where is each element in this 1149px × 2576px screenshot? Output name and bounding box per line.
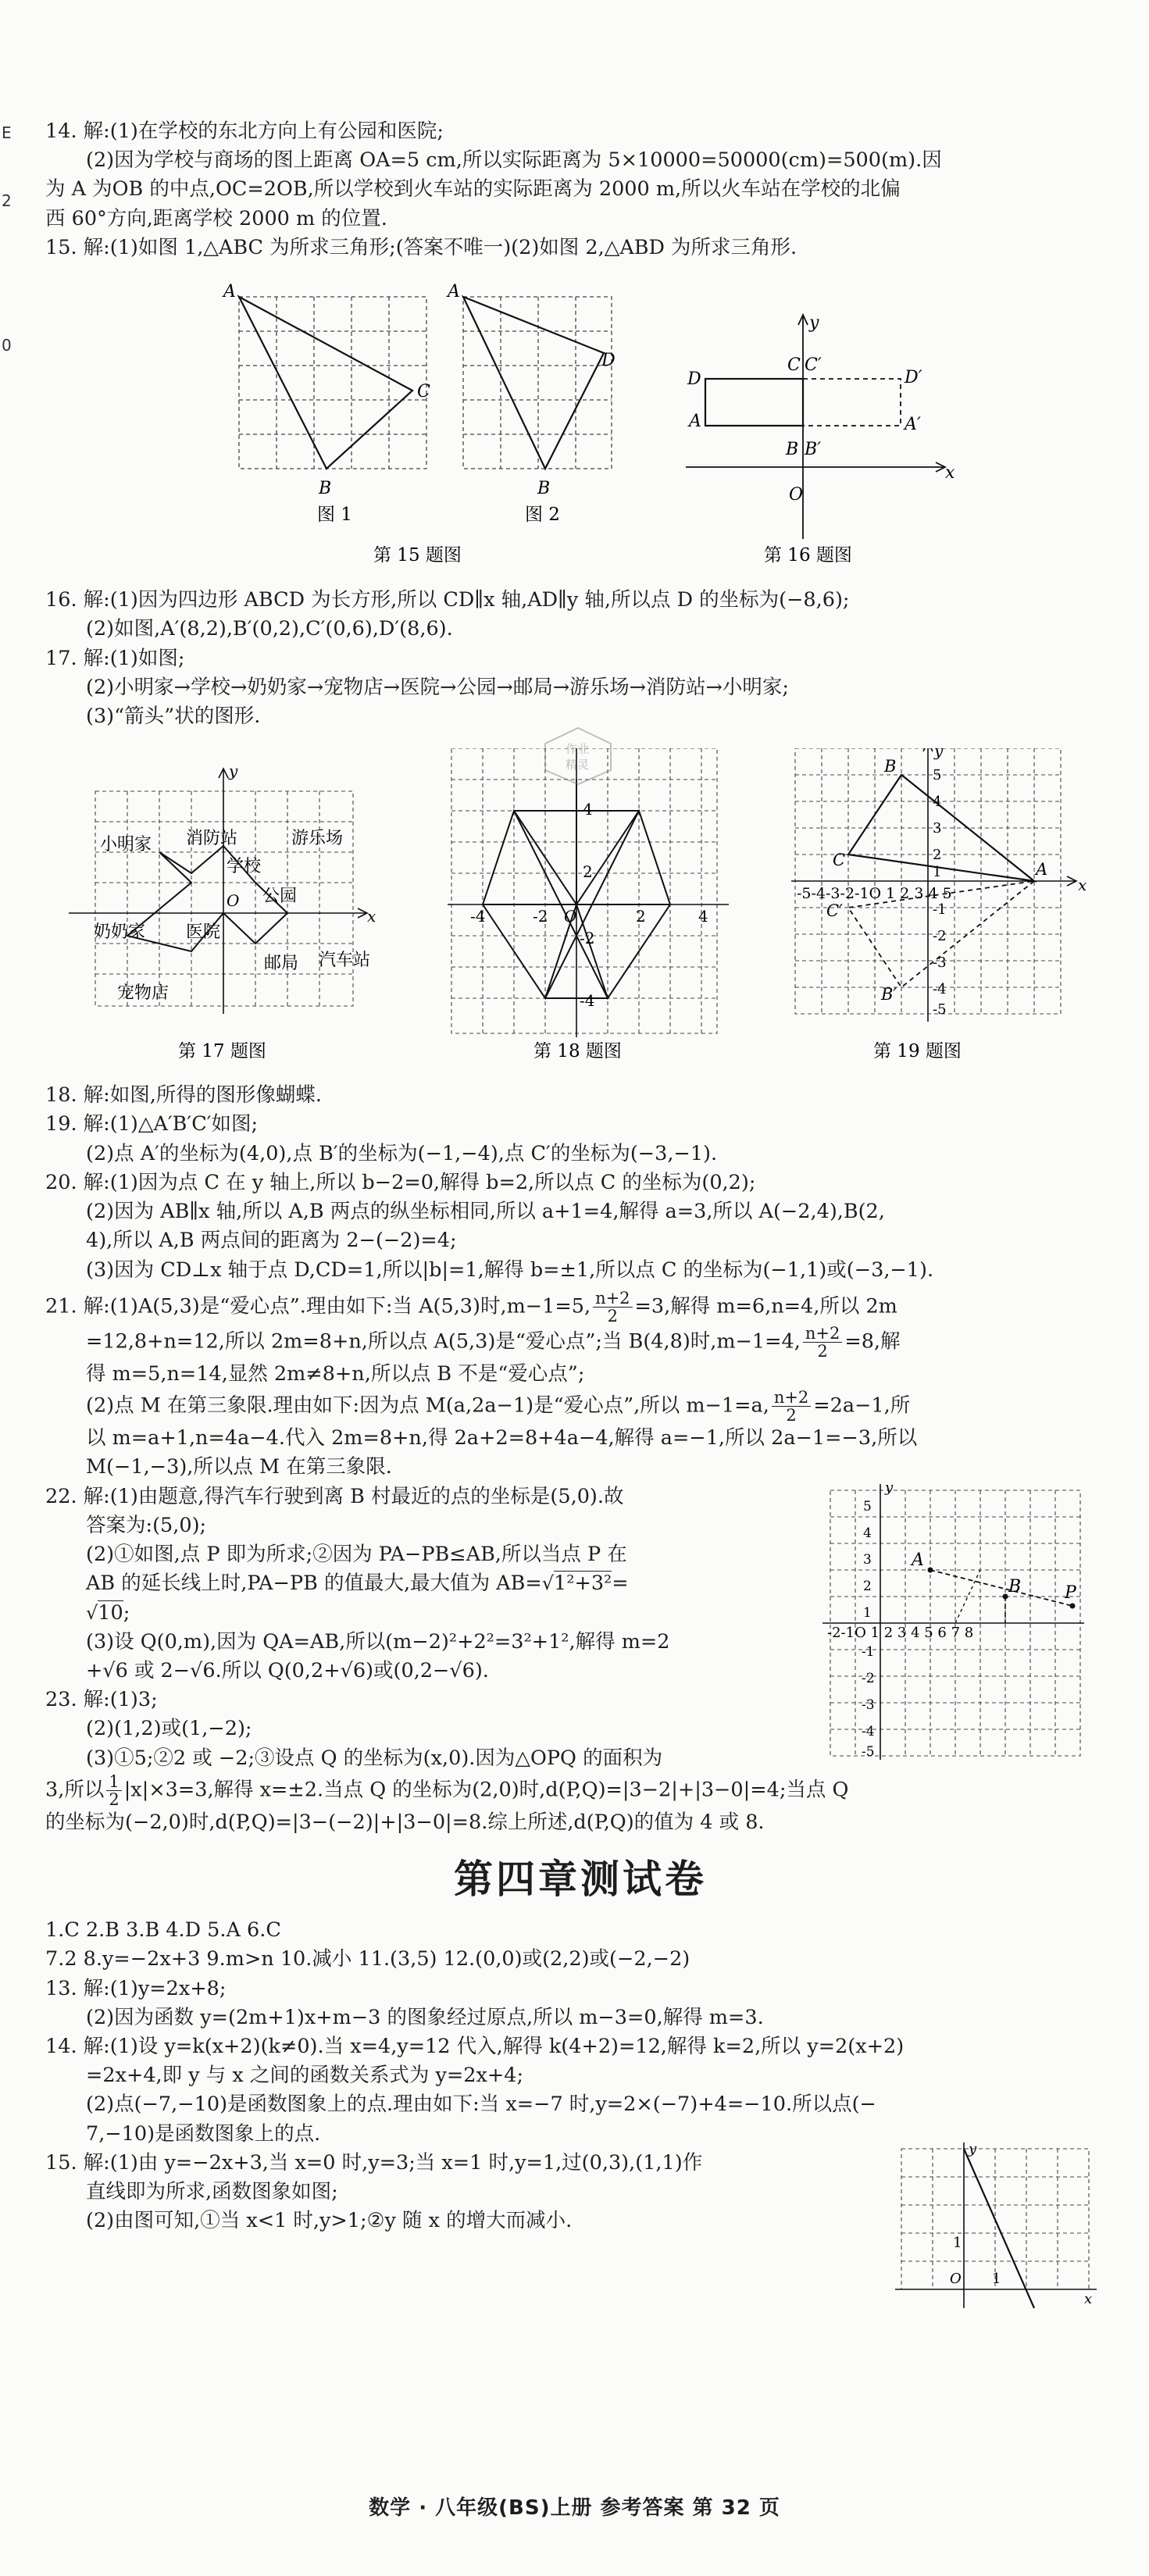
fig18-xm4: -4: [470, 907, 486, 926]
frac-num: n+2: [593, 1290, 632, 1308]
fig15-point-b2: B: [537, 479, 551, 499]
q18-line: 18. 解:如图,所得的图形像蝴蝶.: [45, 1083, 322, 1108]
q15b-line: (2)由图可知,①当 x<1 时,y>1;②y 随 x 的增大而减小.: [86, 2209, 573, 2233]
q17-line: (2)小明家→学校→奶奶家→宠物店→医院→公园→邮局→游乐场→消防站→小明家;: [86, 675, 790, 699]
fig22-yt: -2: [862, 1670, 875, 1686]
fig22-graph: [807, 1482, 1088, 1764]
fig19-yt: 5: [933, 767, 942, 784]
fig18-tm2: -2: [580, 929, 595, 948]
fig16-ap: A′: [905, 415, 921, 435]
fig18-t2: 2: [583, 862, 593, 882]
fig18-t4: 4: [583, 800, 593, 819]
q21-text: (2)点 M 在第三象限.理由如下:因为点 M(a,2a−1)是“爱心点”,所以 m−1=a,: [86, 1393, 769, 1418]
q20-line: (2)因为 AB∥x 轴,所以 A,B 两点的纵坐标相同,所以 a+1=4,解得 a=3,所以 A(−2,4),B(2,: [86, 1200, 885, 1224]
fig17-yiyuan: 医院: [186, 922, 221, 943]
fig22-point-p-dot: [1070, 1603, 1076, 1608]
fig15b-y: y: [969, 2142, 977, 2157]
q22-line: [45, 1569, 787, 1598]
fig16-rect-abcd: [705, 379, 803, 426]
fig22-yt: -1: [862, 1643, 875, 1660]
q22-text-col: [45, 1482, 787, 1773]
fig19-cp: C′: [826, 901, 843, 921]
q15-line: 15. 解:(1)如图 1,△ABC 为所求三角形;(答案不唯一)(2)如图 2,△ABD 为所求三角形.: [45, 235, 798, 259]
fraction: [772, 1389, 811, 1424]
fig18-origin: O: [564, 907, 577, 926]
fig15-point-d: D: [601, 351, 616, 371]
fig15-label2: 图 2: [525, 505, 560, 526]
frac-den: 2: [786, 1406, 797, 1425]
q14b-line: =2x+4,即 y 与 x 之间的函数关系式为 y=2x+4;: [86, 2064, 524, 2088]
fig22-a: A: [912, 1550, 924, 1570]
q20-line: (3)因为 CD⊥x 轴于点 D,CD=1,所以|b|=1,解得 b=±1,所以点 C 的坐标为(−1,1)或(−3,−1).: [86, 1258, 934, 1282]
watermark-text: 精灵: [566, 758, 590, 772]
q20-line: 20. 解:(1)因为点 C 在 y 轴上,所以 b−2=0,解得 b=2,所以点 C 的坐标为(0,2);: [45, 1170, 756, 1194]
fig22-xticks: -2-1O 1 2 3 4 5 6 7 8: [827, 1624, 974, 1641]
fig19-c: C: [833, 851, 846, 870]
fig22-yt: 4: [863, 1525, 872, 1541]
q21-line: [45, 1325, 1115, 1360]
fig17-nainai: 奶奶家: [94, 922, 146, 943]
fig19-caption: 第 19 题图: [873, 1041, 962, 1062]
fig22-line-ap: [930, 1570, 1072, 1606]
q22-line: +√6 或 2−√6.所以 Q(0,2+√6)或(0,2−√6).: [86, 1658, 489, 1682]
q22-line: (2)①如图,点 P 即为所求;②因为 PA−PB≤AB,所以当点 P 在: [86, 1543, 627, 1567]
watermark-text: 作业: [566, 742, 590, 757]
fig18-xm2: -2: [533, 907, 548, 926]
q22-line: (3)设 Q(0,m),因为 QA=AB,所以(m−2)²+2²=3²+1²,解得 m=2: [86, 1629, 670, 1654]
q22-line: 答案为:(5,0);: [86, 1513, 207, 1537]
fig22-point-a-dot: [928, 1567, 933, 1572]
fig19-yt: -4: [933, 981, 947, 998]
fig16-caption: 第 16 题图: [764, 545, 852, 566]
fig19-y: y: [934, 748, 944, 761]
fig16-x-label: x: [945, 463, 955, 483]
q23-text: |x|×3=3,解得 x=±2.当点 Q 的坐标为(2,0)时,d(P,Q)=|3−2|+|3−0|=4;当点 Q: [123, 1778, 849, 1802]
fig15-16-graphic: [45, 273, 1115, 578]
q13-line: 13. 解:(1)y=2x+8;: [45, 1976, 227, 2000]
fig22-b: B: [1008, 1576, 1022, 1597]
sqrt-sign: √: [541, 1572, 554, 1595]
q22-block: [45, 1482, 1115, 1773]
fig17-grid: [95, 791, 353, 1006]
frac-num: n+2: [803, 1325, 842, 1343]
fig17-huoche: 汽车站: [319, 951, 371, 971]
q23-line: (2)(1,2)或(1,−2);: [86, 1717, 252, 1741]
q21-line: 以 m=a+1,n=4a−4.代入 2m=8+n,得 2a+2=8+4a−4,解得 a=−1,所以 2a−1=−3,所以: [86, 1426, 918, 1450]
q22-text: =: [612, 1572, 629, 1596]
q16-line: (2)如图,A′(8,2),B′(0,2),C′(0,6),D′(8,6).: [86, 617, 453, 641]
fig15-point-a: A: [223, 282, 236, 302]
fig17-xuexiao: 学校: [227, 857, 262, 877]
fig17-axes: [69, 769, 367, 1014]
fig15b-one-x: 1: [992, 2270, 1001, 2287]
fig15b-one-y: 1: [953, 2234, 962, 2251]
figure-row-15-16: [45, 273, 1115, 578]
fig16-cp: C′: [805, 355, 822, 376]
watermark-stamp: [539, 725, 617, 787]
q23-text: 3,所以: [45, 1778, 105, 1802]
q17-line: (3)“箭头”状的图形.: [86, 704, 261, 728]
frac-den: 2: [817, 1341, 828, 1361]
fig18-x2: 2: [636, 907, 646, 926]
q21-text: =2a−1,所: [813, 1393, 911, 1418]
fig22-yt: 2: [863, 1578, 872, 1594]
q17-line: 17. 解:(1)如图;: [45, 646, 185, 670]
figure-row-17-19: [45, 742, 1115, 1076]
fig22-yt: 1: [863, 1604, 872, 1621]
q14b-line: (2)点(−7,−10)是函数图象上的点.理由如下:当 x=−7 时,y=2×(−7)+4=−10.所以点(−: [86, 2093, 876, 2117]
fig17-y: y: [229, 762, 238, 781]
q14-line: 14. 解:(1)在学校的东北方向上有公园和医院;: [45, 120, 444, 143]
fraction: [803, 1325, 842, 1360]
q21-text: =3,解得 m=6,n=4,所以 2m: [634, 1294, 897, 1318]
fig15b-graph: [895, 2143, 1098, 2310]
q21-line: [45, 1389, 1115, 1424]
q15b-text-col: [45, 2149, 889, 2236]
q23-line: 的坐标为(−2,0)时,d(P,Q)=|3−(−2)|+|3−0|=8.综上所述,d(P,Q)的值为 4 或 8.: [45, 1810, 765, 1834]
sqrt-sign: √: [86, 1601, 98, 1624]
fig19-yt: 2: [933, 847, 942, 864]
fig16-dp: D′: [905, 368, 922, 388]
q23-line: [45, 1773, 1115, 1808]
fig16-b: B: [786, 440, 799, 460]
q15b-block: [45, 2142, 1115, 2307]
fig19-x: x: [1078, 876, 1087, 895]
q20-line: 4),所以 A,B 两点间的距离为 2−(−2)=4;: [86, 1229, 457, 1253]
fig15-triangle-abd: [463, 297, 604, 469]
fig19-yt: -3: [933, 954, 947, 972]
q21-text: 21. 解:(1)A(5,3)是“爱心点”.理由如下:当 A(5,3)时,m−1=5,: [45, 1294, 591, 1318]
q21-line: 得 m=5,n=14,显然 2m≠8+n,所以点 B 不是“爱心点”;: [86, 1361, 585, 1386]
fig19-yt: 4: [933, 794, 942, 811]
q22-line: 22. 解:(1)由题意,得汽车行驶到离 B 村最近的点的坐标是(5,0).故: [45, 1484, 624, 1508]
sqrt-radicand: 10: [98, 1600, 123, 1625]
page-footer: 数学 · 八年级(BS)上册 参考答案 第 32 页: [369, 2496, 780, 2520]
q22-text: AB 的延长线上时,PA−PB 的值最大,最大值为 AB=: [86, 1572, 542, 1596]
q21-text: =12,8+n=12,所以 2m=8+n,所以点 A(5,3)是“爱心点”;当 B(4,8)时,m−1=4,: [86, 1329, 801, 1354]
q13-line: (2)因为函数 y=(2m+1)x+m−3 的图象经过原点,所以 m−3=0,解得 m=3.: [86, 2005, 764, 2029]
fig15-label1: 图 1: [317, 505, 352, 526]
answers-line: 1.C 2.B 3.B 4.D 5.A 6.C: [45, 1918, 281, 1943]
fig17-19-graphic: [45, 748, 1115, 1076]
fig22-y: y: [885, 1482, 894, 1496]
fig22-point-b-dot: [1003, 1593, 1008, 1599]
fig19-yt: -2: [933, 928, 947, 945]
fig17-youle: 游乐场: [291, 829, 344, 849]
fig15-caption: 第 15 题图: [373, 545, 462, 566]
fig17-youju: 邮局: [264, 954, 299, 974]
fig19-yt: 3: [933, 820, 942, 837]
fig15-point-c: C: [417, 382, 430, 402]
fig22-yt: 3: [863, 1551, 872, 1568]
fig16-a: A: [689, 412, 701, 432]
fig15-triangle-abc: [239, 297, 412, 469]
q14-line: 西 60°方向,距离学校 2000 m 的位置.: [45, 206, 387, 230]
margin-mark: E: [2, 123, 12, 142]
sqrt-radicand: 1²+3²: [554, 1572, 612, 1596]
answer-content: [45, 117, 1115, 2307]
q21-text: =8,解: [844, 1329, 901, 1354]
q14b-line: 7,−10)是函数图象上的点.: [86, 2121, 321, 2146]
fig18-caption: 第 18 题图: [533, 1041, 622, 1062]
fig22-yt: -3: [862, 1697, 875, 1713]
frac-num: n+2: [772, 1389, 811, 1407]
q15b-line: 直线即为所求,函数图象如图;: [86, 2180, 338, 2204]
answers-line: 7.2 8.y=−2x+3 9.m>n 10.减小 11.(3,5) 12.(0,0)或(2,2)或(−2,−2): [45, 1947, 690, 1971]
q23-line: (3)①5;②2 或 −2;③设点 Q 的坐标为(x,0).因为△OPQ 的面积为: [86, 1746, 663, 1770]
fig17-x: x: [367, 907, 376, 926]
frac-den: 2: [607, 1306, 618, 1325]
fig16-bp: B′: [805, 440, 822, 460]
fig19-yt: 1: [933, 864, 942, 881]
q23-line: 23. 解:(1)3;: [45, 1688, 158, 1712]
fig16-c: C: [787, 355, 801, 376]
q19-line: (2)点 A′的坐标为(4,0),点 B′的坐标为(−1,−4),点 C′的坐标为(−3,−1).: [86, 1141, 718, 1165]
fig17-xiaoming: 小明家: [100, 835, 152, 855]
fig15-point-a2: A: [448, 282, 460, 302]
fig22-yt: -4: [862, 1723, 875, 1739]
fig22-axes: [822, 1484, 1084, 1760]
fig17-chongwu: 宠物店: [117, 983, 169, 1004]
fraction: [106, 1773, 121, 1808]
fig15b-x: x: [1084, 2290, 1093, 2307]
margin-mark: 2: [2, 191, 12, 210]
margin-mark: 0: [2, 336, 12, 355]
fig19-yt: -5: [933, 1001, 947, 1019]
q22-line: [45, 1599, 787, 1628]
fig16-rect-image: [803, 379, 901, 426]
frac-den: 2: [109, 1789, 120, 1809]
fig15b-origin: O: [950, 2270, 962, 2287]
fig17-gongyuan: 公园: [262, 887, 298, 907]
fig16-d: D: [687, 369, 701, 390]
fig19-b: B: [884, 757, 897, 776]
q22-text: ;: [123, 1600, 130, 1625]
fig16-origin: O: [789, 485, 804, 505]
fig22-yt: -5: [862, 1743, 875, 1760]
fig15-point-b: B: [319, 479, 332, 499]
frac-num: 1: [106, 1773, 121, 1791]
q14-line: 为 A 为OB 的中点,OC=2OB,所以学校到火车站的实际距离为 2000 m,所以火车站在学校的北偏: [45, 177, 901, 202]
fig19-xticks: -5-4-3-2-1O 1 2 3 4 5: [797, 885, 952, 903]
fig18-tm4: -4: [580, 991, 595, 1011]
q15b-line: 15. 解:(1)由 y=−2x+3,当 x=0 时,y=3;当 x=1 时,y=1,过(0,3),(1,1)作: [45, 2150, 703, 2175]
q14-line: (2)因为学校与商场的图上距离 OA=5 cm,所以实际距离为 5×10000=50000(cm)=500(m).因: [86, 148, 942, 173]
q21-line: [45, 1290, 1115, 1325]
q16-line: 16. 解:(1)因为四边形 ABCD 为长方形,所以 CD∥x 轴,AD∥y 轴,所以点 D 的坐标为(−8,6);: [45, 588, 850, 612]
fig19-bp: B′: [881, 985, 897, 1004]
fig19-a: A: [1036, 860, 1048, 879]
fig17-xiaofang: 消防站: [186, 829, 238, 849]
q21-line: M(−1,−3),所以点 M 在第三象限.: [86, 1455, 392, 1479]
q14b-line: 14. 解:(1)设 y=k(x+2)(k≠0).当 x=4,y=12 代入,解得 k(4+2)=12,解得 k=2,所以 y=2(x+2): [45, 2035, 905, 2059]
fig16-y-label: y: [809, 313, 819, 334]
q19-line: 19. 解:(1)△A′B′C′如图;: [45, 1112, 259, 1136]
chapter-title: 第四章测试卷: [454, 1857, 707, 1903]
fig18-x4: 4: [698, 907, 708, 926]
fig22-p: P: [1065, 1582, 1076, 1603]
fig22-yt: 5: [863, 1498, 872, 1515]
fig17-caption: 第 17 题图: [178, 1041, 266, 1062]
fig19-yt: -1: [933, 901, 947, 919]
fraction: [593, 1290, 632, 1325]
fig17-origin: O: [227, 891, 240, 911]
